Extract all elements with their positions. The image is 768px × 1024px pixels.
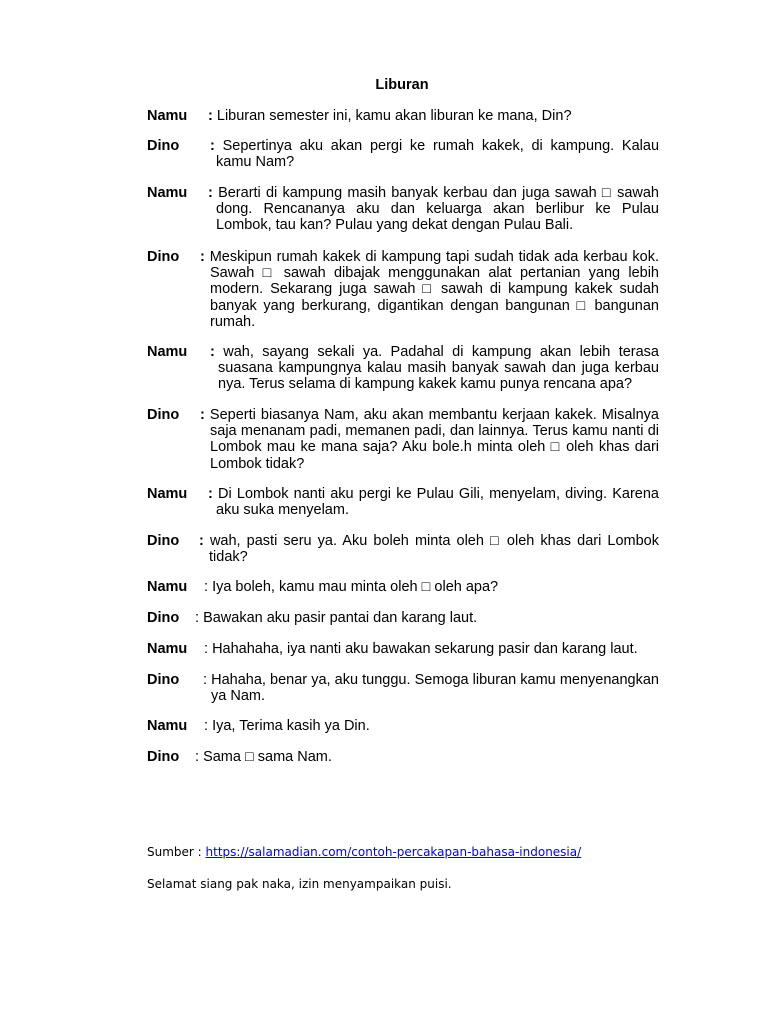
colon: : [200, 249, 205, 265]
speaker-name: Dino [147, 672, 180, 688]
dialogue-line [147, 718, 659, 736]
dialogue-sentence: wah, sayang sekali ya. Padahal di kampung akan lebih terasa suasana kampungnya kalau masih banyak sawah dan juga kerbau nya. Terus selama di kampung kakek kamu punya rencana apa? [218, 344, 659, 393]
colon: : [199, 533, 204, 549]
source-citation [147, 844, 581, 860]
dialogue-line [147, 749, 659, 767]
dialogue-text [205, 672, 659, 704]
speaker-name: Namu [147, 486, 188, 502]
colon: : [210, 138, 215, 154]
dialogue-text [210, 344, 659, 393]
dialogue-sentence: Iya boleh, kamu mau minta oleh □ oleh apa? [212, 579, 499, 595]
colon: : [208, 108, 213, 124]
source-label: Sumber : [147, 845, 202, 859]
dialogue-sentence: Iya, Terima kasih ya Din. [212, 718, 370, 734]
dialogue-text [208, 486, 659, 518]
dialogue-sentence: Sepertinya aku akan pergi ke rumah kakek, di kampung. Kalau kamu Nam? [216, 138, 660, 171]
colon: : [208, 185, 213, 201]
dialogue-line [147, 672, 659, 706]
speaker-name: Dino [147, 749, 180, 765]
dialogue-sentence: Seperti biasanya Nam, aku akan membantu kerjaan kakek. Misalnya saja menanam padi, memanen padi, dan lainnya. Terus kamu nanti di Lombok mau ke mana saja? Aku bole.h minta oleh □ oleh khas dari Lombok tidak? [209, 407, 659, 472]
dialogue-text [210, 138, 659, 170]
dialogue-sentence: Berarti di kampung masih banyak kerbau dan juga sawah □ sawah dong. Rencananya aku dan keluarga akan berlibur ke Pulau Lombok, tau kan? Pulau yang dekat dengan Pulau Bali. [216, 185, 659, 234]
dialogue-text [195, 407, 659, 472]
document-title: Liburan [375, 77, 429, 93]
dialogue-text [195, 749, 659, 765]
dialogue-line [147, 138, 659, 172]
colon: : [210, 344, 215, 360]
speaker-name: Dino [147, 249, 180, 265]
speaker-name: Dino [147, 533, 180, 549]
speaker-name: Namu [147, 344, 188, 360]
dialogue-sentence: Hahahaha, iya nanti aku bawakan sekarung pasir dan karang laut. [212, 641, 638, 657]
speaker-name: Namu [147, 641, 188, 657]
speaker-name: Namu [147, 718, 188, 734]
speaker-name: Dino [147, 138, 180, 154]
dialogue-sentence: Bawakan aku pasir pantai dan karang laut. [203, 610, 478, 626]
colon: : [200, 407, 205, 423]
dialogue-sentence: Di Lombok nanti aku pergi ke Pulau Gili, menyelam, diving. Karena aku suka menyelam. [216, 486, 659, 519]
dialogue-line [147, 344, 659, 394]
dialogue-sentence: Sama □ sama Nam. [203, 749, 332, 765]
colon: : [204, 579, 209, 595]
speaker-name: Namu [147, 185, 188, 201]
colon: : [208, 486, 213, 502]
speaker-name: Namu [147, 108, 188, 124]
dialogue-sentence: Hahaha, benar ya, aku tunggu. Semoga liburan kamu menyenangkan ya Nam. [211, 672, 659, 705]
colon: : [204, 641, 209, 657]
dialogue-line [147, 185, 659, 235]
dialogue-line [147, 533, 659, 567]
speaker-name: Dino [147, 610, 180, 626]
dialogue-line [147, 249, 659, 331]
colon: : [203, 672, 208, 688]
dialogue-text [204, 579, 659, 595]
dialogue-line [147, 407, 659, 473]
source-link[interactable]: https://salamadian.com/contoh-percakapan-bahasa-indonesia/ [205, 845, 582, 859]
dialogue-text [208, 185, 659, 234]
dialogue-line [147, 641, 659, 659]
dialogue-line [147, 610, 659, 628]
colon: : [195, 749, 200, 765]
colon: : [204, 718, 209, 734]
dialogue-line [147, 486, 659, 520]
speaker-name: Dino [147, 407, 180, 423]
dialogue-text [200, 249, 660, 330]
closing-note: Selamat siang pak naka, izin menyampaikan puisi. [147, 877, 452, 891]
dialogue-sentence: Liburan semester ini, kamu akan liburan ke mana, Din? [216, 108, 572, 124]
dialogue-text [196, 533, 659, 565]
dialogue-line [147, 108, 659, 126]
dialogue-text [204, 641, 659, 657]
colon: : [195, 610, 200, 626]
dialogue-line [147, 579, 659, 597]
dialogue-text [204, 718, 659, 734]
dialogue-sentence: Meskipun rumah kakek di kampung tapi sudah tidak ada kerbau kok. Sawah □ sawah dibajak menggunakan alat pertanian yang lebih modern. Sekarang juga sawah □ sawah di kampung kakek sudah banyak yang berkurang, digantikan dengan bangunan □ bangunan rumah. [209, 249, 660, 330]
dialogue-sentence: wah, pasti seru ya. Aku boleh minta oleh □ oleh khas dari Lombok tidak? [209, 533, 659, 566]
dialogue-text [208, 108, 659, 124]
dialogue-text [195, 610, 659, 626]
speaker-name: Namu [147, 579, 188, 595]
